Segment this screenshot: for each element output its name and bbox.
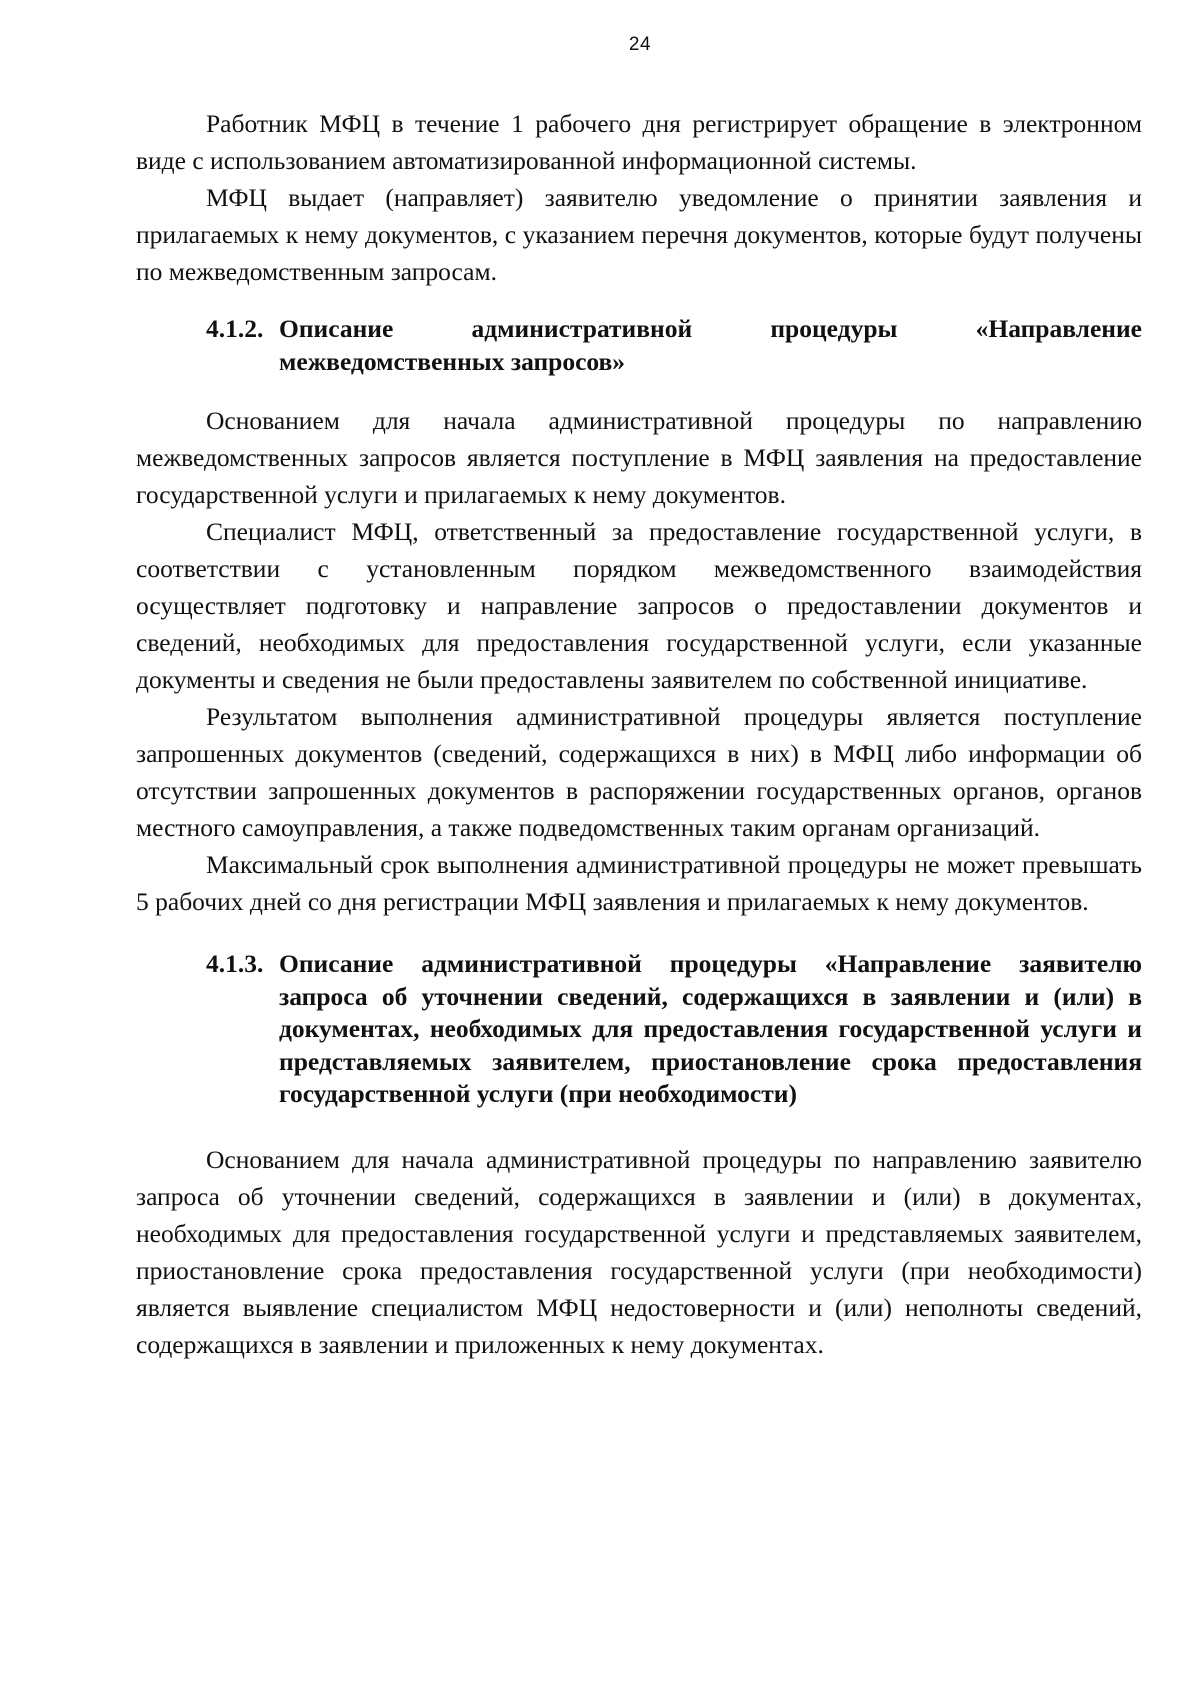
paragraph: МФЦ выдает (направляет) заявителю уведомление о принятии заявления и прилагаемых к нему документов, с указанием перечня документов, которые будут получены по межведомственным запросам.	[136, 183, 1142, 286]
section-heading-4-1-3	[136, 948, 1142, 1111]
section-title: Описание административной процедуры «Направление межведомственных запросов»	[279, 314, 1142, 376]
paragraph: Основанием для начала административной процедуры по направлению заявителю запроса об уточнении сведений, содержащихся в заявлении и (или) в документах, необходимых для предоставления государственной услуги и представляемых заявителем, приостановление срока предоставления государственной услуги (при необходимости) является выявление специалистом МФЦ недостоверности и (или) неполноты сведений, содержащихся в заявлении и приложенных к нему документах.	[136, 1144, 1142, 1359]
section-title: Описание административной процедуры «Направление заявителю запроса об уточнении сведений, содержащихся в заявлении и (или) в документах, необходимых для предоставления государственной услуги и представляемых заявителем, приостановление срока предоставления государственной услуги (при необходимости)	[279, 949, 1142, 1108]
paragraph: Специалист МФЦ, ответственный за предоставление государственной услуги, в соответствии с установленным порядком межведомственного взаимодействия осуществляет подготовку и направление запросов о предоставлении документов и сведений, необходимых для предоставления государственной услуги, если указанные документы и сведения не были предоставлены заявителем по собственной инициативе.	[136, 517, 1142, 694]
section-number: 4.1.2.	[206, 314, 264, 343]
document-body	[136, 105, 1142, 1363]
paragraph: Основанием для начала административной процедуры по направлению межведомственных запросов является поступление в МФЦ заявления на предоставление государственной услуги и прилагаемых к нему документов.	[136, 406, 1142, 509]
page-number: 24	[628, 34, 652, 55]
paragraph: Результатом выполнения административной процедуры является поступление запрошенных документов (сведений, содержащихся в них) в МФЦ либо информации об отсутствии запрошенных документов в распоряжении государственных органов, органов местного самоуправления, а также подведомственных таким органам организаций.	[136, 702, 1142, 842]
paragraph: Максимальный срок выполнения административной процедуры не может превышать 5 рабочих дней со дня регистрации МФЦ заявления и прилагаемых к нему документов.	[136, 850, 1142, 916]
section-number: 4.1.3.	[206, 949, 264, 978]
section-heading-4-1-2	[136, 312, 1142, 378]
paragraph: Работник МФЦ в течение 1 рабочего дня регистрирует обращение в электронном виде с использованием автоматизированной информационной системы.	[136, 109, 1142, 175]
